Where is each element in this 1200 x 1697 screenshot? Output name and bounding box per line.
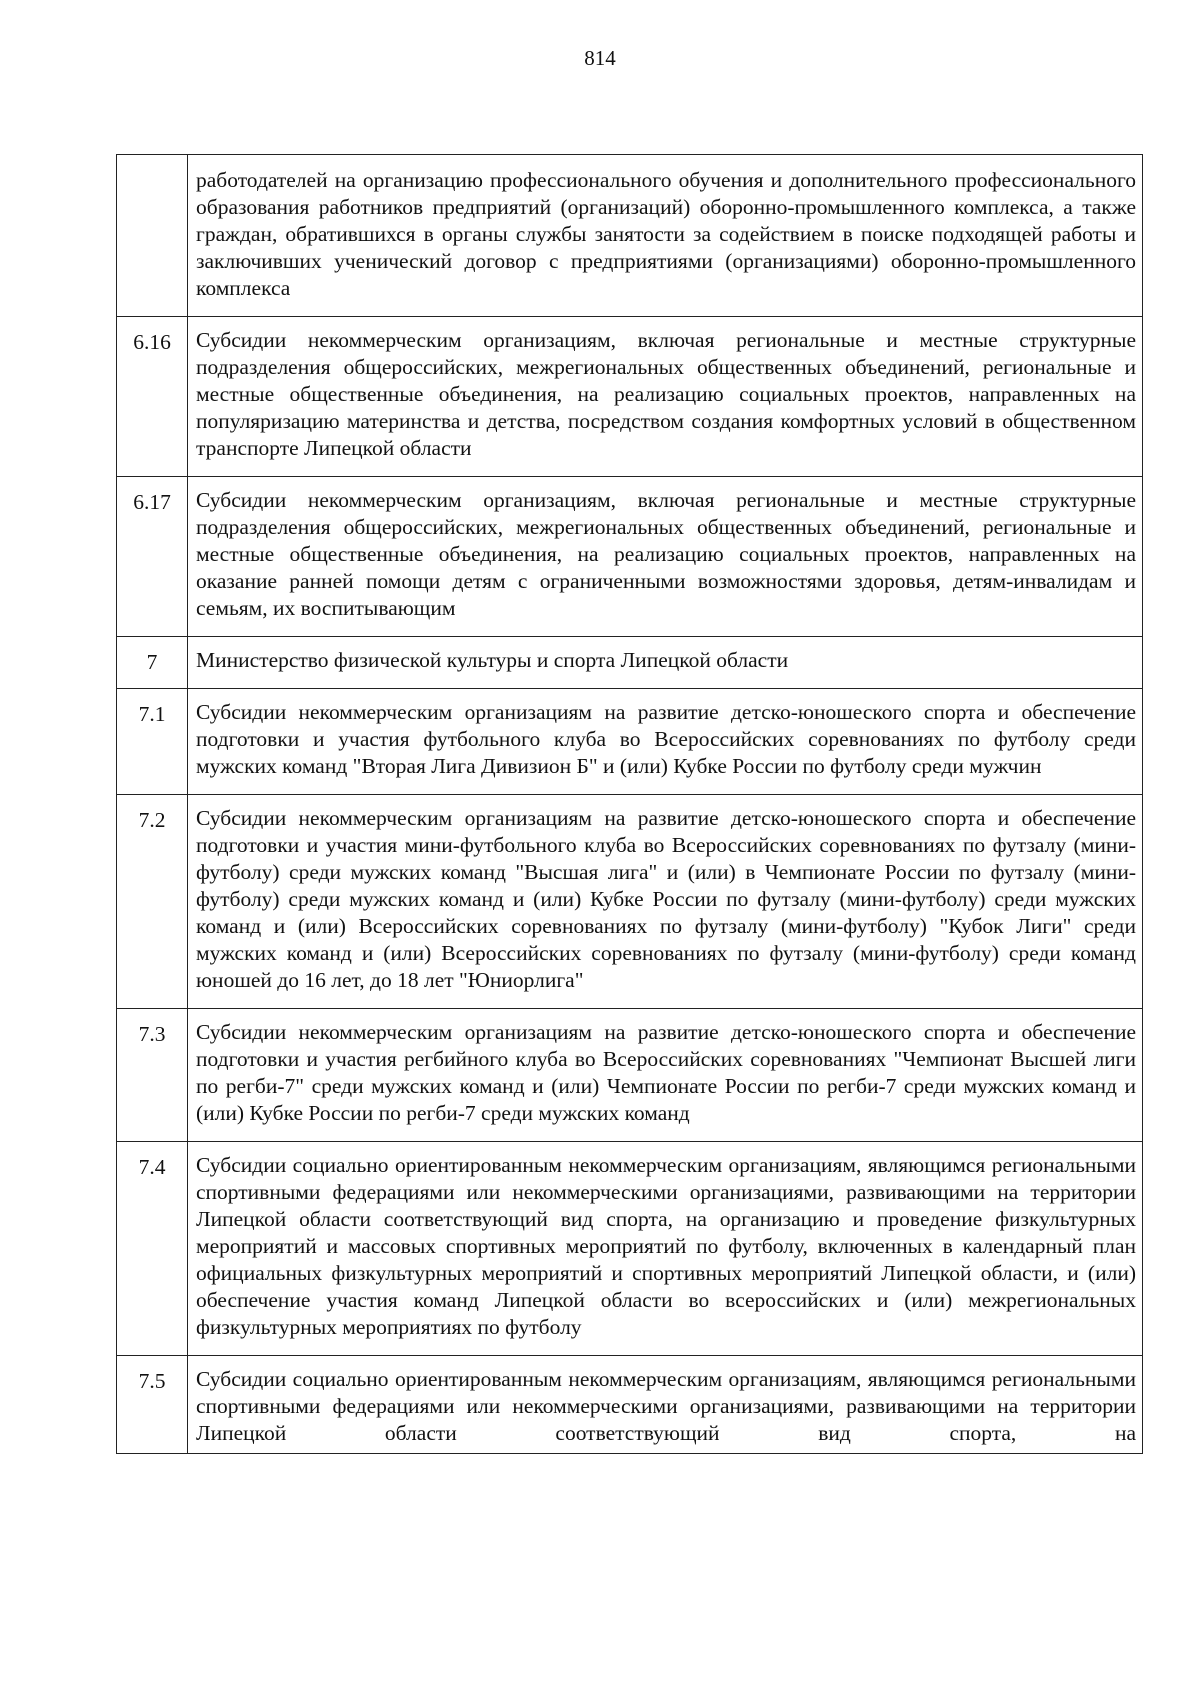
table-row — [117, 689, 1143, 795]
row-number: 7.4 — [117, 1142, 188, 1356]
table-row — [117, 477, 1143, 637]
row-description: Субсидии социально ориентированным некоммерческим организациям, являющимся региональными спортивными федерациями или некоммерческими организациями, развивающими на территории Липецкой области соответствующий вид спорта, на организацию и проведение физкультурных мероприятий и массовых спортивных мероприятий по футболу, включенных в календарный план официальных физкультурных мероприятий и спортивных мероприятий Липецкой области, и (или) обеспечение участия команд Липецкой области во всероссийских и (или) межрегиональных физкультурных мероприятиях по футболу — [188, 1142, 1143, 1356]
row-description: Субсидии некоммерческим организациям, включая региональные и местные структурные подразделения общероссийских, межрегиональных общественных объединений, региональные и местные общественные объединения, на реализацию социальных проектов, направленных на популяризацию материнства и детства, посредством создания комфортных условий в общественном транспорте Липецкой области — [188, 317, 1143, 477]
row-number: 7 — [117, 637, 188, 689]
row-description: Министерство физической культуры и спорта Липецкой области — [188, 637, 1143, 689]
row-description: Субсидии некоммерческим организациям на развитие детско-юношеского спорта и обеспечение подготовки и участия мини-футбольного клуба во Всероссийских соревнованиях по футзалу (мини-футболу) среди мужских команд "Высшая лига" и (или) в Чемпионате России по футзалу (мини-футболу) среди мужских команд и (или) Кубке России по футзалу (мини-футболу) среди мужских команд и (или) Всероссийских соревнованиях по футзалу (мини-футболу) "Кубок Лиги" среди мужских команд и (или) Всероссийских соревнованиях по футзалу (мини-футболу) среди команд юношей до 16 лет, до 18 лет "Юниорлига" — [188, 795, 1143, 1009]
table-row — [117, 637, 1143, 689]
row-description: Субсидии некоммерческим организациям на развитие детско-юношеского спорта и обеспечение подготовки и участия регбийного клуба во Всероссийских соревнованиях "Чемпионат Высшей лиги по регби-7" среди мужских команд и (или) Чемпионате России по регби-7 среди мужских команд и (или) Кубке России по регби-7 среди мужских команд — [188, 1009, 1143, 1142]
row-description-text: Субсидии социально ориентированным некоммерческим организациям, являющимся региональными спортивными федерациями или некоммерческими организациями, развивающими на территории Липецкой области соответствующий вид спорта, на — [196, 1367, 1136, 1445]
page-number: 814 — [584, 46, 616, 70]
table-row — [117, 1009, 1143, 1142]
row-number: 7.5 — [117, 1356, 188, 1454]
row-number: 6.16 — [117, 317, 188, 477]
row-description: работодателей на организацию профессионального обучения и дополнительного профессионального образования работников предприятий (организаций) оборонно-промышленного комплекса, а также граждан, обратившихся в органы службы занятости за содействием в поиске подходящей работы и заключивших ученический договор с предприятиями (организациями) оборонно-промышленного комплекса — [188, 155, 1143, 317]
subsidies-table — [116, 154, 1143, 1454]
table-row — [117, 317, 1143, 477]
row-number — [117, 155, 188, 317]
table-row — [117, 1356, 1143, 1454]
table-row — [117, 1142, 1143, 1356]
row-description: Субсидии некоммерческим организациям на развитие детско-юношеского спорта и обеспечение подготовки и участия футбольного клуба во Всероссийских соревнованиях по футболу среди мужских команд "Вторая Лига Дивизион Б" и (или) Кубке России по футболу среди мужчин — [188, 689, 1143, 795]
table-row — [117, 795, 1143, 1009]
row-number: 7.2 — [117, 795, 188, 1009]
table-row — [117, 155, 1143, 317]
row-description: Субсидии некоммерческим организациям, включая региональные и местные структурные подразделения общероссийских, межрегиональных общественных объединений, региональные и местные общественные объединения, на реализацию социальных проектов, направленных на оказание ранней помощи детям с ограниченными возможностями здоровья, детям-инвалидам и семьям, их воспитывающим — [188, 477, 1143, 637]
row-number: 7.1 — [117, 689, 188, 795]
row-number: 7.3 — [117, 1009, 188, 1142]
row-number: 6.17 — [117, 477, 188, 637]
row-description-continued — [188, 1356, 1143, 1454]
